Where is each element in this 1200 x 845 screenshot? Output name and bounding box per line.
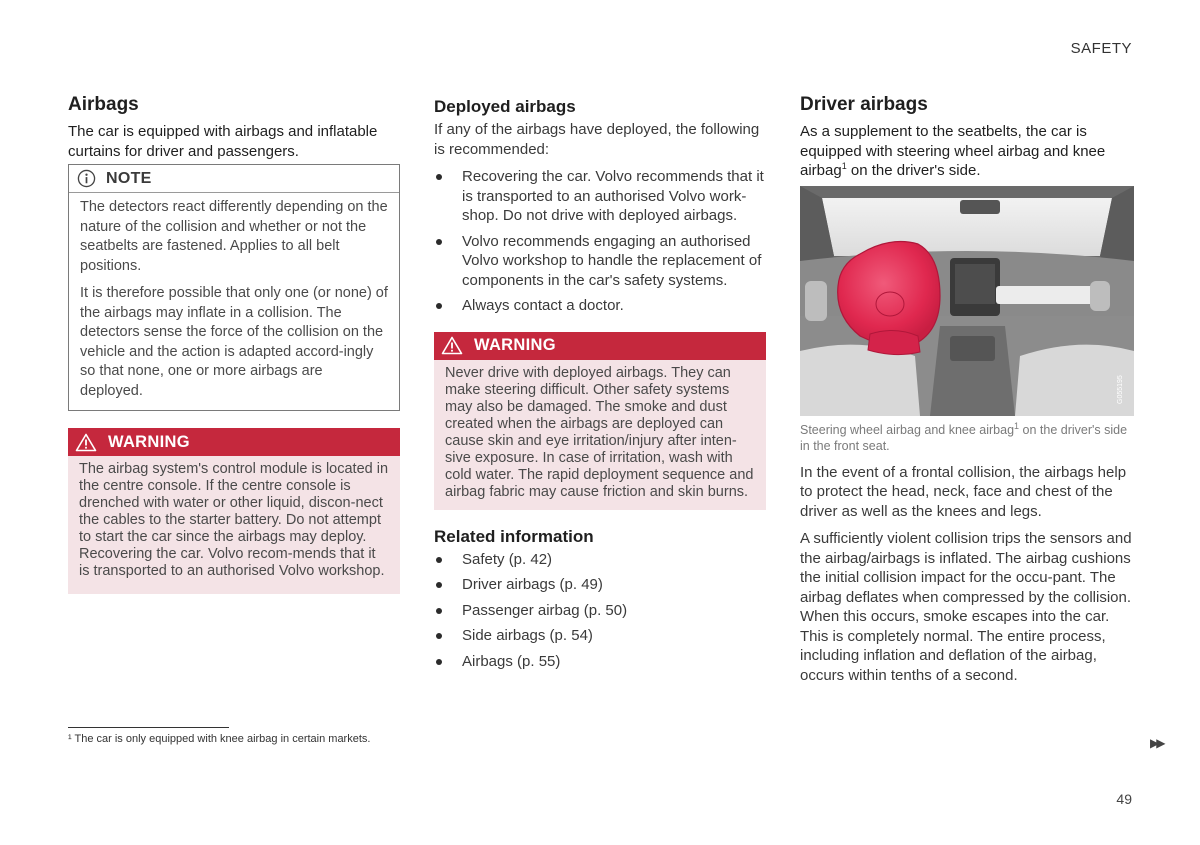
driver-airbags-paragraph: In the event of a frontal collision, the airbags help to protect the head, neck, face and chest of the driver as well as the knees and legs. [800, 463, 1127, 520]
footnote-ref: 1 [1014, 420, 1020, 431]
warning-text: The airbag system's control module is located in the centre console. If the centre console is drenched with water or other liquid, discon-nect the cables to the starter battery. Do not attempt to start the car since the airbags may deploy. Recovering the car. Volvo recom-mends that it is transported to an authorised Volvo workshop. [79, 461, 389, 579]
warning-box-control-module [68, 428, 400, 594]
warning-label: WARNING [474, 336, 556, 354]
related-links [434, 550, 766, 672]
note-label: NOTE [106, 169, 152, 187]
related-link-driver-airbags[interactable]: Driver airbags (p. 49) [434, 575, 766, 595]
related-link-side-airbags[interactable]: Side airbags (p. 54) [434, 626, 766, 646]
warning-header [68, 428, 400, 456]
figure-code: G055195 [1117, 374, 1124, 404]
warning-text: Never drive with deployed airbags. They can make steering difficult. Other safety systems may also be damaged. The smoke and dust created when the airbags are deployed can cause skin and eye irritation/injury after inten-sive exposure. In case of irritation, wash with cold water. The rapid deployment sequence and airbag fabric may cause friction and skin burns. [445, 364, 754, 500]
footnote-ref: 1 [841, 161, 847, 171]
note-paragraph: It is therefore possible that only one (or none) of the airbags may inflate in a collision. The detectors sense the force of the collision on the vehicle and the action is adapted accord-ingly so that none, one or more airbags are deployed. [80, 285, 388, 399]
warning-triangle-icon [75, 433, 97, 452]
related-link-passenger-airbag[interactable]: Passenger airbag (p. 50) [434, 601, 766, 621]
column-driver-airbags [800, 94, 1134, 685]
warning-label: WARNING [108, 432, 190, 451]
heading-deployed-airbags: Deployed airbags [434, 97, 576, 116]
note-body [69, 193, 399, 410]
warning-body [68, 456, 400, 594]
driver-airbags-paragraph: A sufficiently violent collision trips the sensors and the airbag/airbags is inflated. The airbag cushions the initial collision impact for the occu-pant. The airbag deflates when compressed by the collision. When this occurs, smoke escapes into the car. This is completely normal. The entire process, including inflation and deflation of the airbag, occurs within tenths of a second. [800, 530, 1132, 684]
list-item: Always contact a doctor. [434, 296, 766, 316]
deployed-recommendations [434, 167, 766, 316]
car-interior-illustration [800, 186, 1134, 416]
warning-box-deployed [434, 332, 766, 510]
related-link-safety[interactable]: Safety (p. 42) [434, 550, 766, 570]
page-number: 49 [1116, 791, 1132, 807]
column-deployed-airbags [434, 94, 766, 677]
heading-driver-airbags: Driver airbags [800, 94, 928, 115]
list-item: Volvo recommends engaging an authorised Volvo workshop to handle the replacement of components in the car's safety systems. [434, 232, 766, 291]
related-link-airbags[interactable]: Airbags (p. 55) [434, 652, 766, 672]
note-header [69, 165, 399, 193]
driver-airbags-intro: As a supplement to the seatbelts, the car is equipped with steering wheel airbag and knee airbag$^1$ on the driver's side. [800, 123, 1106, 179]
heading-airbags: Airbags [68, 94, 139, 115]
airbags-intro: The car is equipped with airbags and inflatable curtains for driver and passengers. [68, 123, 378, 160]
note-box [68, 164, 400, 411]
footnote-divider [68, 727, 229, 728]
double-chevron-right-icon: ▶▶ [1150, 736, 1163, 750]
warning-body [434, 360, 766, 510]
list-item: Recovering the car. Volvo recommends that it is transported to an authorised Volvo work-shop. Do not drive with deployed airbags. [434, 167, 766, 226]
heading-related-information: Related information [434, 526, 594, 546]
section-title: SAFETY [1070, 40, 1132, 57]
footnote: ¹ The car is only equipped with knee airbag in certain markets. [68, 733, 371, 745]
info-circle-icon [77, 169, 96, 188]
note-paragraph: The detectors react differently depending on the nature of the collision and whether or not the seatbelts are fastened. Applies to all belt positions. [80, 199, 388, 274]
deployed-intro: If any of the airbags have deployed, the following is recommended: [434, 121, 760, 158]
column-airbags [68, 94, 400, 594]
warning-header [434, 332, 766, 360]
figure-caption: Steering wheel airbag and knee airbag$^1$ on the driver's side in the front seat. [800, 420, 1128, 453]
driver-airbag-illustration [800, 186, 1134, 416]
warning-triangle-icon [441, 336, 463, 355]
